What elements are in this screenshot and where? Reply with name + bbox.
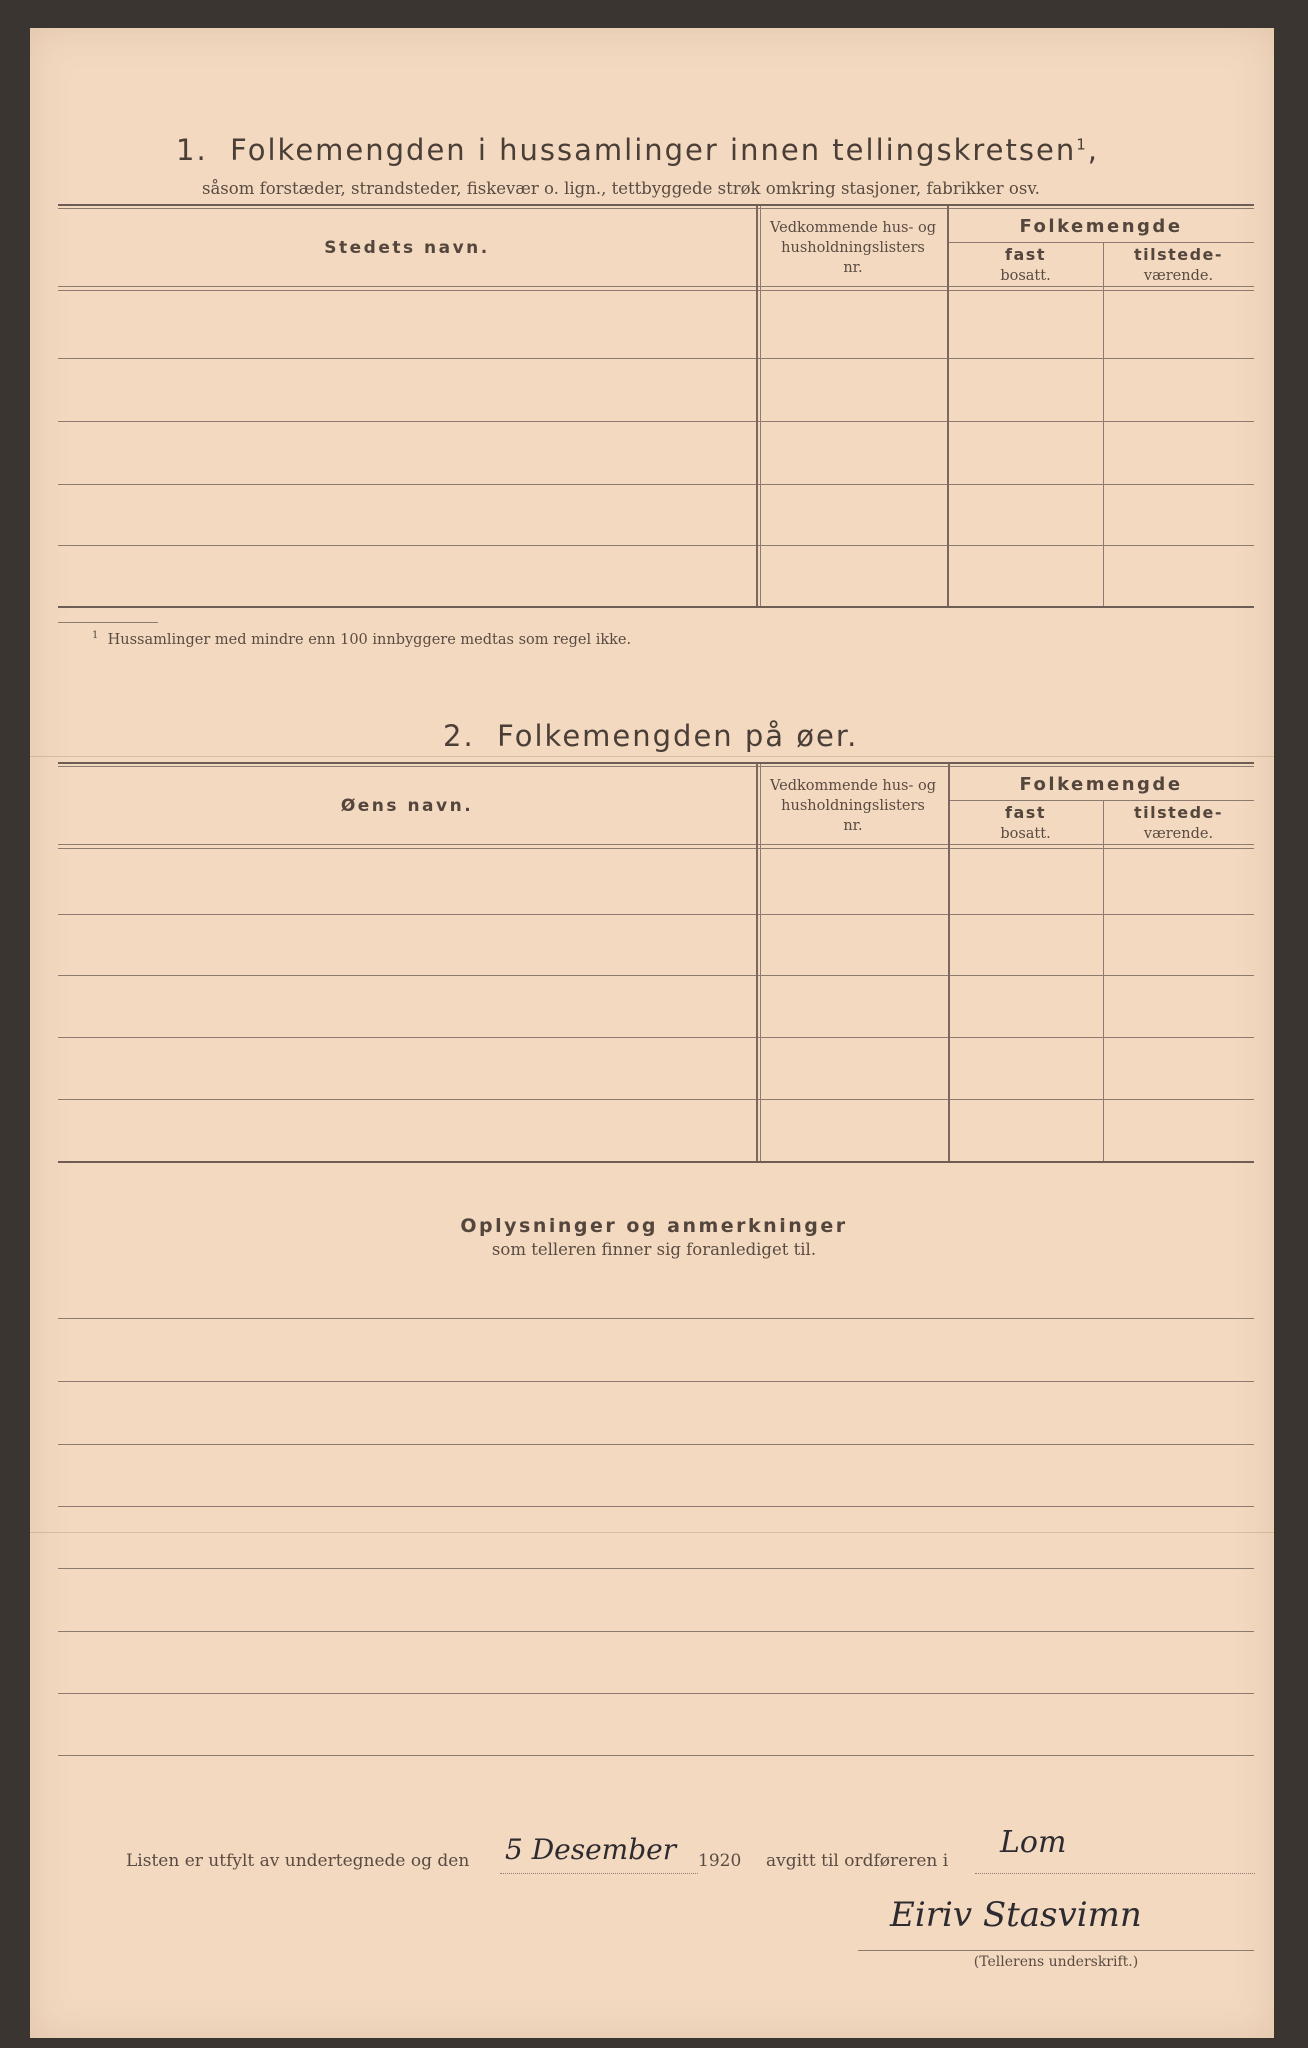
table1-vline-thin — [760, 206, 761, 606]
table2-vline — [948, 764, 950, 1161]
table1-header-rule — [58, 286, 1254, 287]
table1-bottom-rule — [58, 606, 1254, 608]
table1-col-list-line1: Vedkommende hus- og — [769, 220, 937, 236]
remarks-title: Oplysninger og anmerkninger — [460, 1215, 848, 1237]
section2-title: Folkemengden på øer. — [497, 719, 859, 753]
table1-top-rule — [58, 204, 1254, 206]
table1-vline — [947, 206, 949, 606]
footer-year: 1920 — [698, 1851, 742, 1871]
footnote-rule — [58, 622, 158, 623]
section1-title: Folkemengden i hussamlinger innen tellingskretsen — [230, 133, 1077, 167]
signature-line — [858, 1950, 1254, 1951]
table2-col-fast-sub: bosatt. — [1000, 826, 1051, 842]
table1-col-list-line2: husholdningslisters — [781, 240, 925, 256]
section1-title-sup: 1 — [1076, 135, 1088, 154]
table1-col-list — [758, 218, 948, 278]
footer-date-handwritten: 5 Desember — [505, 1833, 677, 1866]
footer-place-handwritten: Lom — [1000, 1825, 1067, 1860]
table1-vline — [756, 206, 758, 606]
table2-vline — [756, 764, 758, 1161]
footer-text-b: avgitt til ordføreren i — [766, 1851, 949, 1871]
remarks-subtitle: som telleren finner sig foranlediget til. — [491, 1240, 817, 1259]
remarks-line — [58, 1693, 1254, 1694]
table2-top-rule-thin — [58, 766, 1254, 767]
section1-heading — [176, 133, 1099, 167]
table1-pop-rule — [948, 242, 1254, 243]
remarks-line — [58, 1568, 1254, 1569]
section2-heading — [443, 719, 858, 753]
table2-col-fast: fast — [1005, 803, 1046, 822]
table2-col-tilst: tilstede- — [1133, 803, 1224, 822]
table1-col-tilst: tilstede- — [1133, 245, 1224, 264]
remarks-line — [58, 1444, 1254, 1445]
table1-vline — [1103, 242, 1104, 606]
table1-col-fast: fast — [1005, 245, 1046, 264]
section1-title-trail: , — [1087, 133, 1099, 167]
table1-top-rule-thin — [58, 208, 1254, 209]
table2-row-line — [58, 1037, 1254, 1038]
form-page — [30, 28, 1274, 2038]
table2-header-rule — [58, 844, 1254, 845]
fold-line — [30, 1532, 1274, 1533]
table1-row-line — [58, 545, 1254, 546]
remarks-line — [58, 1381, 1254, 1382]
table2-col-tilst-sub: værende. — [1143, 826, 1214, 842]
remarks-line — [58, 1631, 1254, 1632]
fold-line — [30, 756, 1274, 757]
footer-text-a: Listen er utfylt av undertegnede og den — [126, 1851, 470, 1871]
section1-subtitle: såsom forstæder, strandsteder, fiskevær o. lign., tettbyggede strøk omkring stasjoner, fabrikker osv. — [202, 179, 1040, 198]
table2-header-rule-thin — [58, 848, 1254, 849]
footer-signature-handwritten: Eiriv Stasvimn — [890, 1895, 1142, 1935]
footnote-text: Hussamlinger med mindre enn 100 innbyggere medtas som regel ikke. — [107, 631, 632, 648]
table2-pop-rule — [948, 800, 1254, 801]
remarks-line — [58, 1506, 1254, 1507]
table1-col-list-line3: nr. — [843, 260, 863, 276]
table1-row-line — [58, 484, 1254, 485]
table1-col-fast-sub: bosatt. — [1000, 268, 1051, 284]
table2-row-line — [58, 1099, 1254, 1100]
table2-col-list — [758, 776, 948, 836]
table1-col-name: Stedets navn. — [324, 238, 490, 258]
table2-vline-thin — [760, 764, 761, 1161]
table1-row-line — [58, 358, 1254, 359]
table2-top-rule — [58, 762, 1254, 764]
table2-row-line — [58, 975, 1254, 976]
signature-label: (Tellerens underskrift.) — [973, 1954, 1139, 1970]
table2-row-line — [58, 914, 1254, 915]
footnote-mark: 1 — [92, 630, 99, 641]
remarks-line — [58, 1755, 1254, 1756]
footer-place-dotline — [975, 1873, 1255, 1874]
table2-vline — [1103, 800, 1104, 1161]
table1-header-rule-thin — [58, 290, 1254, 291]
section2-number: 2. — [443, 719, 475, 753]
table1-col-pop: Folkemengde — [1019, 216, 1183, 237]
table2-col-list-line3: nr. — [843, 818, 863, 834]
table2-col-list-line1: Vedkommende hus- og — [769, 778, 937, 794]
table2-col-list-line2: husholdningslisters — [781, 798, 925, 814]
section1-number: 1. — [176, 133, 208, 167]
table1-row-line — [58, 421, 1254, 422]
table2-col-pop: Folkemengde — [1019, 774, 1183, 795]
table2-col-name: Øens navn. — [340, 796, 474, 816]
footer-date-dotline — [500, 1873, 698, 1874]
section1-footnote — [92, 630, 631, 648]
table1-col-tilst-sub: værende. — [1143, 268, 1214, 284]
table2-bottom-rule — [58, 1161, 1254, 1163]
remarks-line — [58, 1318, 1254, 1319]
